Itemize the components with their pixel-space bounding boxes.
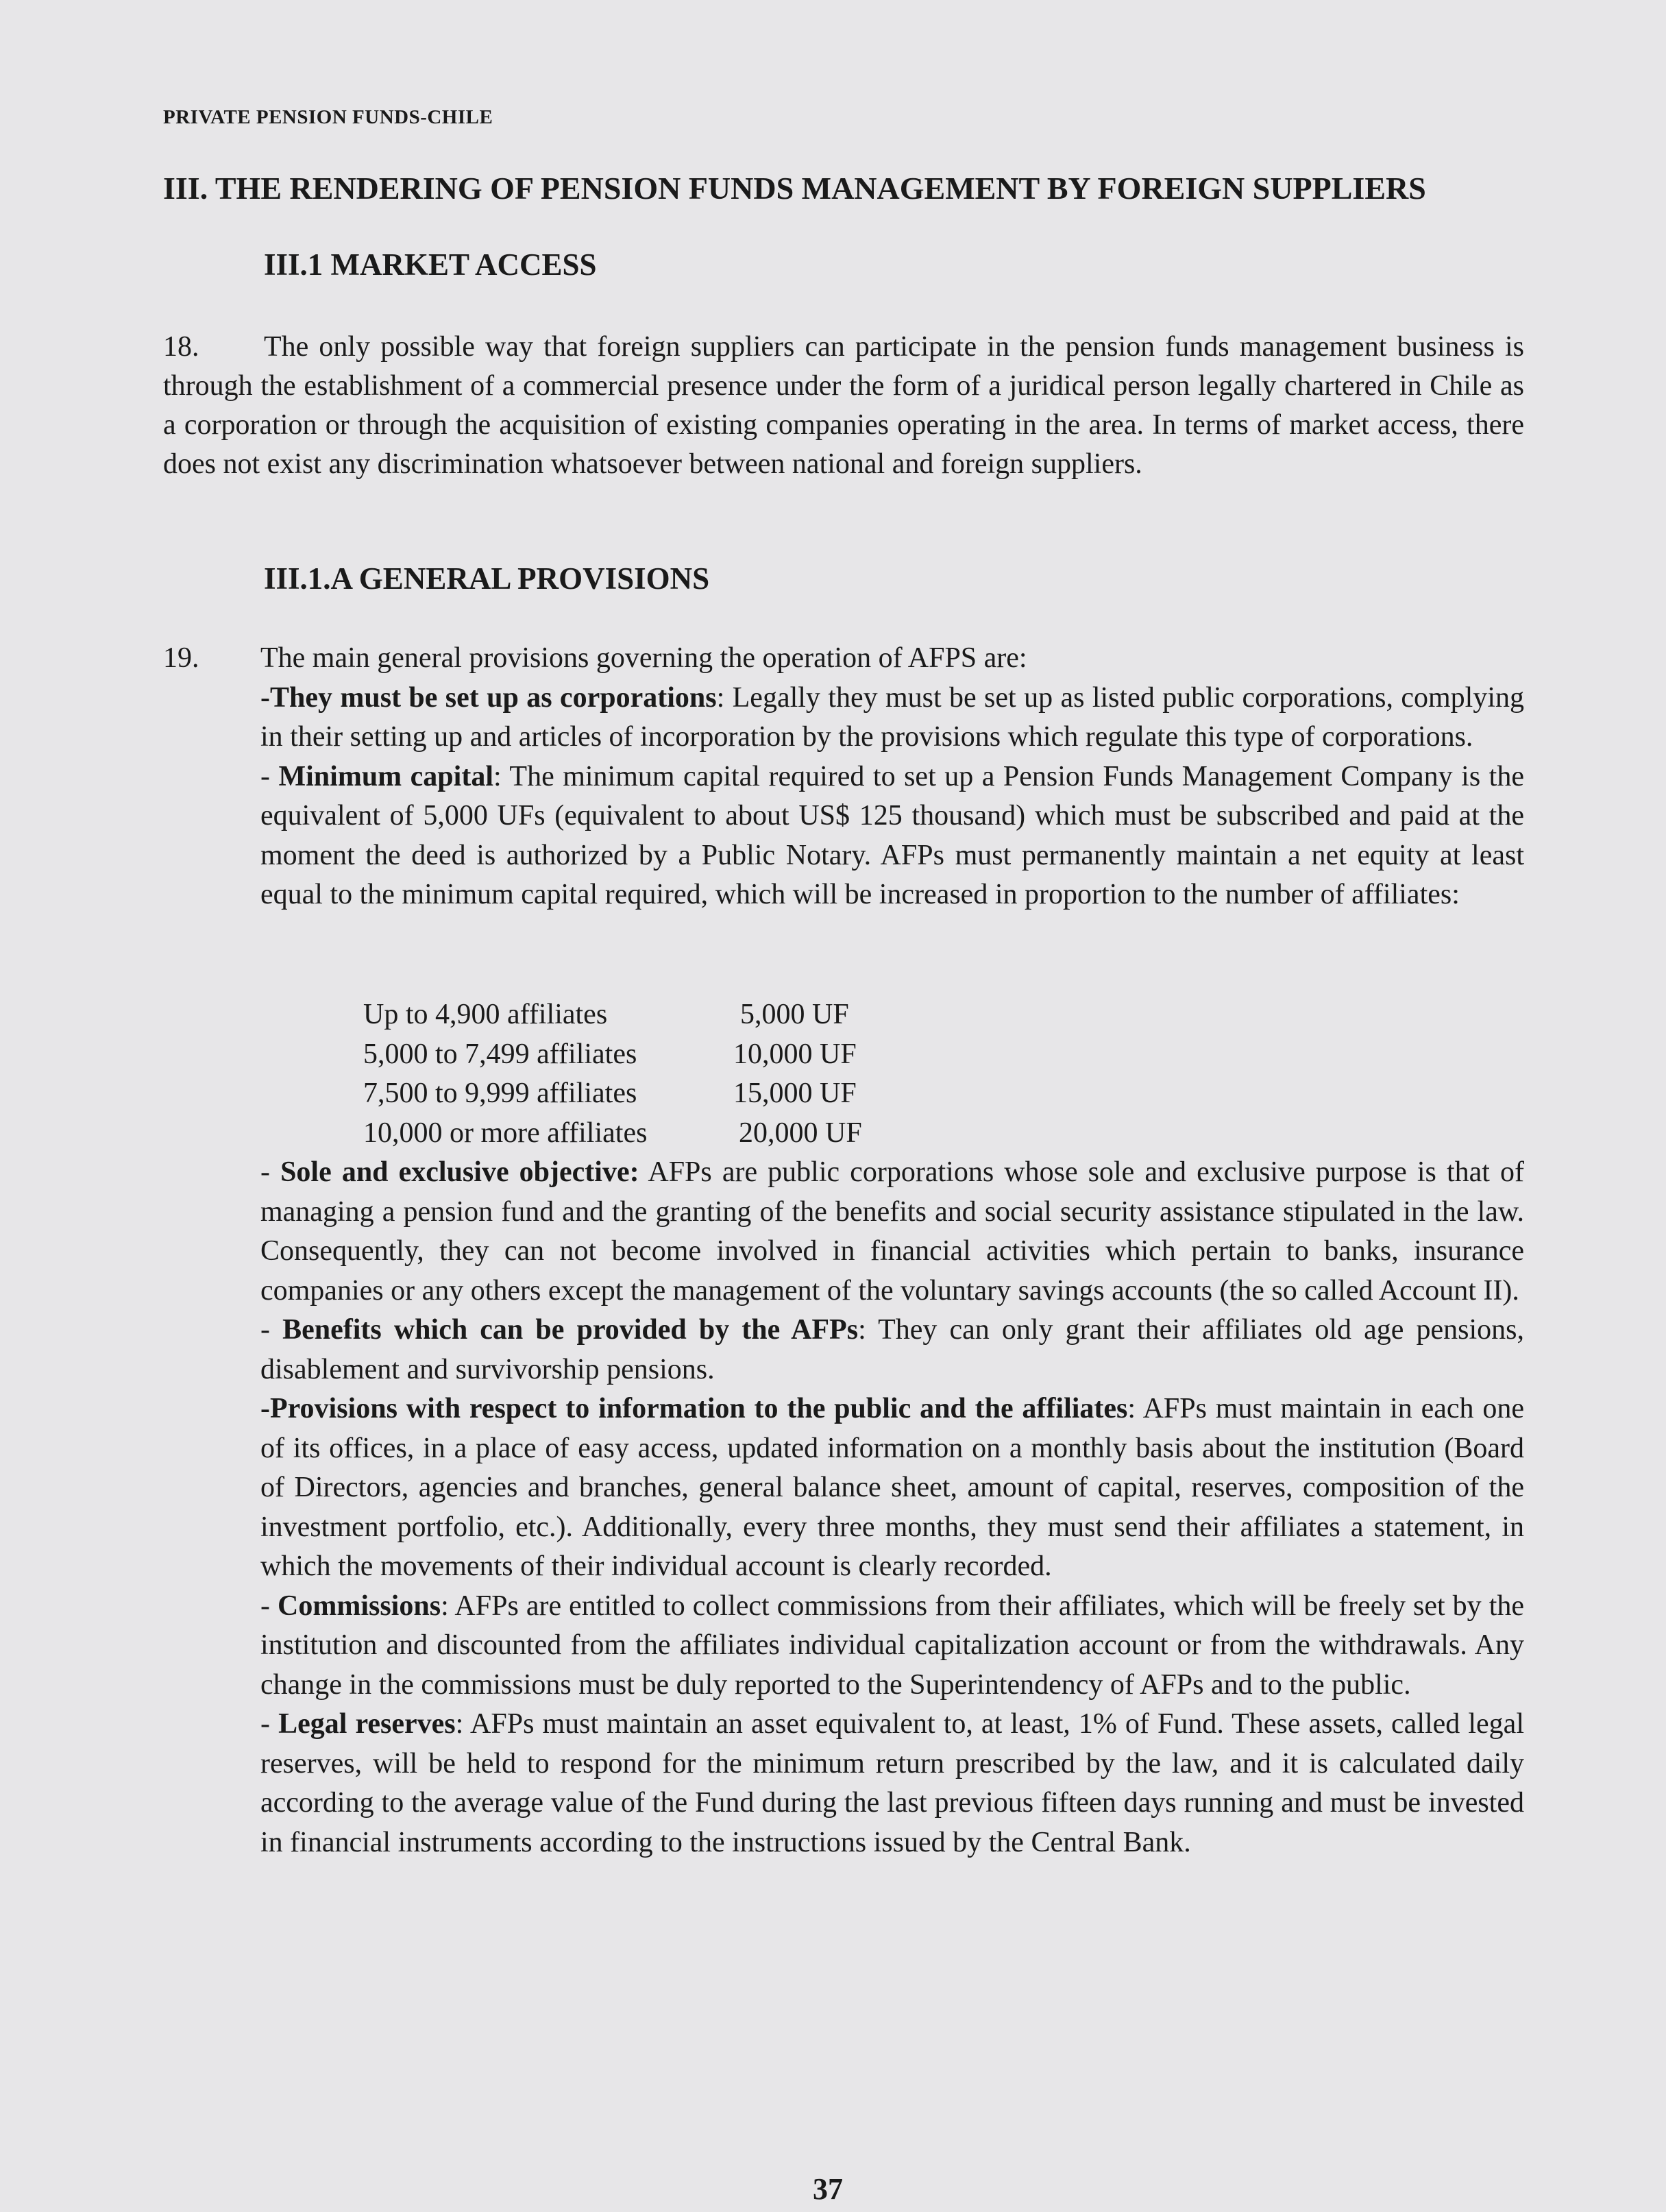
provision-label: -They must be set up as corporations [260, 681, 717, 714]
provision-prefix: - [260, 1590, 278, 1622]
section-title: III. THE RENDERING OF PENSION FUNDS MANAGEMENT BY FOREIGN SUPPLIERS [163, 171, 1426, 206]
provision-corporations [260, 679, 1524, 757]
provision-label: Legal reserves [278, 1708, 456, 1740]
page-number: 37 [813, 2172, 843, 2206]
provision-benefits [260, 1311, 1524, 1389]
provision-commissions [260, 1587, 1524, 1705]
paragraph-intro: The main general provisions governing the operation of AFPS are: [260, 642, 1027, 674]
provision-label: Commissions [278, 1590, 441, 1622]
provision-prefix: - [260, 1708, 279, 1740]
table-cell-amount: 20,000 UF [739, 1117, 862, 1149]
provision-text: AFPs are public corporations whose sole and exclusive purpose is that of managing a pension fund and the granting of the benefits and social security assistance stipulated in the law. Consequently, they can not become involved in financial activities which pertain to banks, insurance companies or any others except the management of the voluntary savings accounts (the so called Account II). [260, 1156, 1525, 1306]
paragraph-number: 19. [163, 642, 199, 674]
provision-text: : AFPs must maintain an asset equivalent to, at least, 1% of Fund. These assets, called legal reserves, will be held to respond for the minimum return prescribed by the law, and it is calculated daily according to the average value of the Fund during the last previous fifteen days running and must be invested in financial instruments according to the instructions issued by the Central Bank. [260, 1708, 1524, 1858]
table-cell-range: 10,000 or more affiliates [363, 1117, 648, 1149]
provision-minimum-capital [260, 757, 1524, 915]
table-cell-range: 5,000 to 7,499 affiliates [363, 1038, 637, 1070]
subsection-heading-general-provisions: III.1.A GENERAL PROVISIONS [264, 561, 710, 596]
provision-legal-reserves [260, 1705, 1524, 1862]
provision-information [260, 1389, 1524, 1587]
provision-prefix: - [260, 1156, 281, 1188]
provision-text: : AFPs are entitled to collect commissions from their affiliates, which will be freely set by the institution and discounted from the affiliates individual capitalization account or from the withdrawals. Any change in the commissions must be duly reported to the Superintendency of AFPs and to the public. [260, 1590, 1525, 1701]
provision-prefix: - [260, 760, 279, 792]
table-row [363, 1035, 918, 1075]
paragraph-18 [163, 328, 1524, 484]
provision-text: : AFPs must maintain in each one of its offices, in a place of easy access, updated information on a monthly basis about the institution (Board of Directors, agencies and branches, general balance sheet, amount of capital, reserves, composition of the investment portfolio, etc.). Additionally, every three months, they must send their affiliates a statement, in which the movements of their individual account is clearly recorded. [260, 1393, 1524, 1582]
provision-label: -Provisions with respect to information to the public and the affiliates [260, 1393, 1128, 1424]
table-row [363, 1114, 918, 1154]
table-row [363, 1074, 918, 1114]
provision-label: Benefits which can be provided by the AFPs [282, 1314, 859, 1346]
provision-text: : They can only grant their affiliates old age pensions, disablement and survivorship pensions. [260, 1314, 1524, 1385]
paragraph-19-continued [260, 1153, 1524, 1862]
provision-text: : The minimum capital required to set up a Pension Funds Management Company is the equivalent of 5,000 UFs (equivalent to about US$ 125 thousand) which must be subscribed and paid at the moment the deed is authorized by a Public Notary. AFPs must permanently maintain a net equity at least equal to the minimum capital required, which will be increased in proportion to the number of affiliates: [260, 760, 1524, 910]
running-head: PRIVATE PENSION FUNDS-CHILE [163, 106, 493, 128]
provision-text: : Legally they must be set up as listed public corporations, complying in their setting up and articles of incorporation by the provisions which regulate this type of corporations. [260, 681, 1525, 753]
table-cell-range: 7,500 to 9,999 affiliates [363, 1078, 637, 1109]
table-cell-amount: 10,000 UF [733, 1038, 857, 1070]
paragraph-number: 18. [163, 331, 199, 363]
table-cell-range: Up to 4,900 affiliates [363, 999, 608, 1030]
table-cell-amount: 15,000 UF [733, 1078, 857, 1109]
provision-label: Sole and exclusive objective: [280, 1156, 639, 1188]
provision-label: Minimum capital [278, 760, 493, 792]
table-row [363, 995, 918, 1035]
capital-table [363, 995, 918, 1153]
table-cell-amount: 5,000 UF [740, 999, 849, 1030]
subsection-heading-market-access: III.1 MARKET ACCESS [264, 247, 597, 282]
paragraph-19 [260, 639, 1524, 915]
provision-prefix: - [260, 1314, 283, 1346]
provision-objective [260, 1153, 1524, 1311]
paragraph-text: The only possible way that foreign suppliers can participate in the pension funds management business is through the establishment of a commercial presence under the form of a juridical person legally chartered in Chile as a corporation or through the acquisition of existing companies operating in the area. In terms of market access, there does not exist any discrimination whatsoever between national and foreign suppliers. [163, 331, 1524, 480]
